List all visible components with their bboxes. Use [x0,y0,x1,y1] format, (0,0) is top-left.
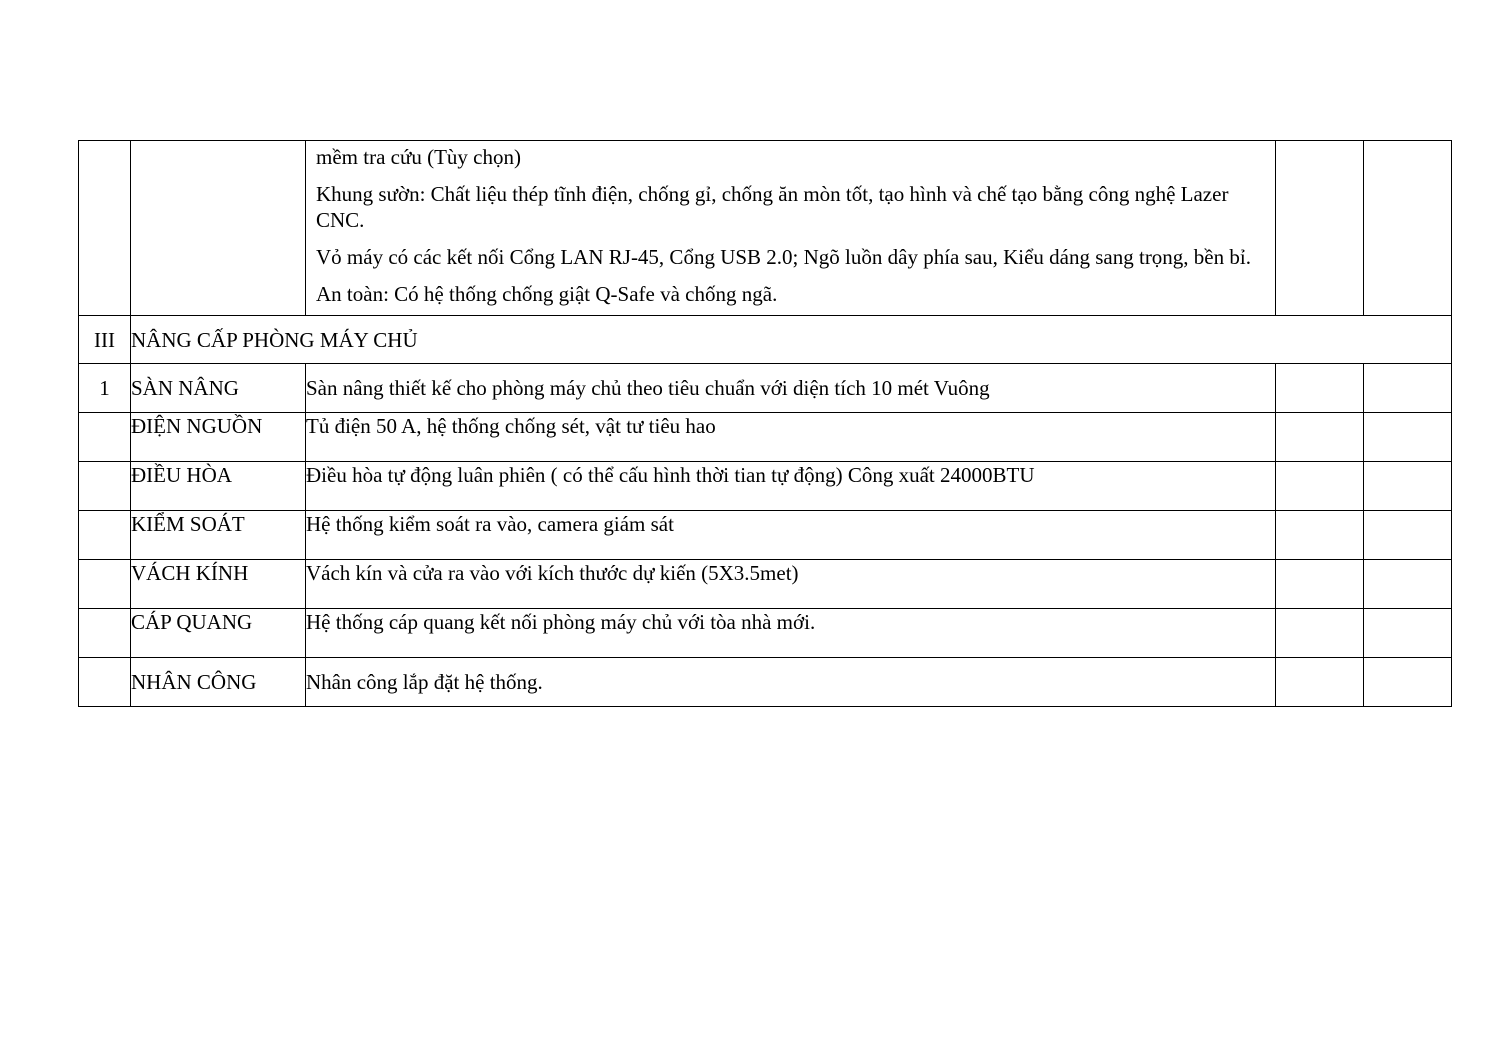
item-description: Nhân công lắp đặt hệ thống. [306,658,1276,707]
description-paragraph: Vỏ máy có các kết nối Cổng LAN RJ-45, Cổng USB 2.0; Ngõ luồn dây phía sau, Kiểu dáng sang trọng, bền bỉ. [316,245,1251,269]
row-number [79,609,131,658]
row-number [79,560,131,609]
empty-cell [1364,462,1452,511]
empty-cell [1364,511,1452,560]
number-cell [79,141,131,316]
item-name: ĐIỆN NGUỒN [131,413,306,462]
empty-cell [1364,413,1452,462]
empty-cell [1276,413,1364,462]
empty-cell [1364,560,1452,609]
item-name: ĐIỀU HÒA [131,462,306,511]
empty-cell [1364,364,1452,413]
section-header-row [79,316,1452,364]
item-name: CÁP QUANG [131,609,306,658]
equipment-spec-table [78,140,1452,707]
row-number: 1 [79,364,131,413]
empty-cell [1276,462,1364,511]
item-description: Hệ thống cáp quang kết nối phòng máy chủ với tòa nhà mới. [306,609,1276,658]
item-description: Vách kín và cửa ra vào với kích thước dự kiến (5X3.5met) [306,560,1276,609]
row-number [79,462,131,511]
empty-cell [1364,141,1452,316]
section-title: NÂNG CẤP PHÒNG MÁY CHỦ [131,316,1452,364]
item-name: NHÂN CÔNG [131,658,306,707]
description-paragraph: Khung sườn: Chất liệu thép tĩnh điện, chống gỉ, chống ăn mòn tốt, tạo hình và chế tạo bằng công nghệ Lazer CNC. [316,182,1229,232]
item-name: SÀN NÂNG [131,364,306,413]
empty-cell [1276,609,1364,658]
item-description: Sàn nâng thiết kế cho phòng máy chủ theo tiêu chuẩn với diện tích 10 mét Vuông [306,364,1276,413]
empty-cell [1364,658,1452,707]
description-paragraph: mềm tra cứu (Tùy chọn) [316,145,521,169]
description-cell [306,141,1276,316]
table-row [79,560,1452,609]
description-paragraph: An toàn: Có hệ thống chống giật Q-Safe và chống ngã. [316,282,778,306]
table-row [79,658,1452,707]
table-row [79,413,1452,462]
row-number [79,658,131,707]
item-name: KIỂM SOÁT [131,511,306,560]
empty-cell [1276,560,1364,609]
item-description: Tủ điện 50 A, hệ thống chống sét, vật tư tiêu hao [306,413,1276,462]
empty-cell [1276,658,1364,707]
name-cell [131,141,306,316]
section-number: III [79,316,131,364]
empty-cell [1364,609,1452,658]
continuation-row [79,141,1452,316]
empty-cell [1276,364,1364,413]
empty-cell [1276,511,1364,560]
table-row [79,462,1452,511]
item-name: VÁCH KÍNH [131,560,306,609]
item-description: Điều hòa tự động luân phiên ( có thể cấu hình thời tian tự động) Công xuất 24000BTU [306,462,1276,511]
row-number [79,413,131,462]
table-row [79,364,1452,413]
table-row [79,609,1452,658]
table-row [79,511,1452,560]
item-description: Hệ thống kiểm soát ra vào, camera giám sát [306,511,1276,560]
row-number [79,511,131,560]
empty-cell [1276,141,1364,316]
